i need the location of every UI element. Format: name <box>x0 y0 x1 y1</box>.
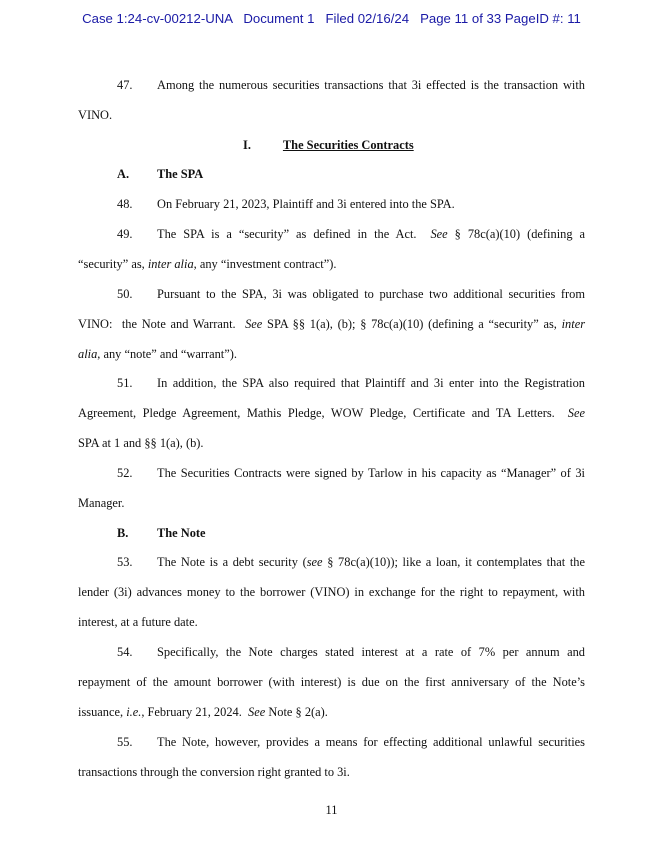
paragraph-text: In addition, the SPA also required that Plaintiff and 3i enter into the Registration <box>157 376 585 390</box>
paragraph-text: The Note is a debt security ( <box>157 555 307 569</box>
subsection-letter: B. <box>117 526 129 540</box>
citation-signal: See <box>245 317 263 331</box>
paragraph-53-line-1 <box>78 555 585 570</box>
filed-date: Filed 02/16/24 <box>325 11 410 26</box>
paragraph-text: The Securities Contracts were signed by Tarlow in his capacity as “Manager” of 3i <box>157 466 585 480</box>
section-heading <box>243 138 643 153</box>
subsection-b-heading <box>78 526 585 541</box>
subsection-a-heading <box>78 167 585 182</box>
paragraph-text: Note § 2(a). <box>268 705 328 719</box>
document-number: Document 1 <box>243 11 315 26</box>
paragraph-number: 55. <box>117 735 133 749</box>
paragraph-text: , any “investment contract”). <box>193 257 337 271</box>
paragraph-52-line-2: Manager. <box>78 496 125 510</box>
paragraph-number: 51. <box>117 376 133 390</box>
case-number: Case 1:24-cv-00212-UNA <box>82 11 233 26</box>
paragraph-number: 52. <box>117 466 133 480</box>
paragraph-text: VINO: the Note and Warrant. <box>78 317 236 331</box>
case-header <box>0 11 663 26</box>
paragraph-number: 49. <box>117 227 133 241</box>
paragraph-55-line-2: transactions through the conversion right granted to 3i. <box>78 765 350 779</box>
paragraph-text: The Note, however, provides a means for effecting additional unlawful securities <box>157 735 585 749</box>
page-id: PageID #: 11 <box>504 11 581 26</box>
paragraph-54-line-1 <box>78 645 585 660</box>
subsection-title: The SPA <box>157 167 204 181</box>
paragraph-54-line-3 <box>78 705 585 720</box>
paragraph-53-line-2: lender (3i) advances money to the borrower (VINO) in exchange for the right to repayment, with <box>78 585 585 599</box>
subsection-letter: A. <box>117 167 130 181</box>
subsection-title: The Note <box>157 526 206 540</box>
paragraph-50-line-2 <box>78 317 585 332</box>
paragraph-52-line-1 <box>78 466 585 481</box>
italic-phrase: i.e. <box>126 705 142 719</box>
paragraph-49-line-1 <box>78 227 585 242</box>
paragraph-number: 47. <box>117 78 133 92</box>
paragraph-text: “security” as, <box>78 257 145 271</box>
paragraph-number: 48. <box>117 197 133 211</box>
paragraph-text: Specifically, the Note charges stated interest at a rate of 7% per annum and <box>157 645 585 659</box>
paragraph-text: Pursuant to the SPA, 3i was obligated to purchase two additional securities from <box>157 287 585 301</box>
paragraph-number: 50. <box>117 287 133 301</box>
citation-signal: See <box>248 705 266 719</box>
page-number: 11 <box>325 803 338 817</box>
paragraph-number: 54. <box>117 645 133 659</box>
italic-phrase: inter alia <box>147 257 194 271</box>
paragraph-text: § 78c(a)(10)); like a loan, it contemplates that the <box>327 555 585 569</box>
citation-signal: See <box>430 227 448 241</box>
page-count: Page 11 of 33 <box>420 11 502 26</box>
paragraph-51-line-3: SPA at 1 and §§ 1(a), (b). <box>78 436 204 450</box>
paragraph-number: 53. <box>117 555 133 569</box>
section-title: The Securities Contracts <box>282 138 414 152</box>
italic-phrase: alia <box>78 347 98 361</box>
paragraph-48-line-1 <box>78 197 585 212</box>
paragraph-53-line-3: interest, at a future date. <box>78 615 198 629</box>
paragraph-47-line-2: VINO. <box>78 108 113 122</box>
paragraph-text: The SPA is a “security” as defined in the Act. <box>157 227 417 241</box>
paragraph-text: SPA §§ 1(a), (b); § 78c(a)(10) (defining a “security” as, <box>267 317 557 331</box>
paragraph-50-line-3 <box>78 347 585 362</box>
paragraph-55-line-1 <box>78 735 585 750</box>
paragraph-text: Among the numerous securities transactions that 3i effected is the transaction with <box>157 78 585 92</box>
paragraph-text: On February 21, 2023, Plaintiff and 3i entered into the SPA. <box>157 197 455 211</box>
section-number: I. <box>243 138 251 152</box>
paragraph-text: , any “note” and “warrant”). <box>97 347 237 361</box>
citation-signal: see <box>306 555 323 569</box>
paragraph-text: Agreement, Pledge Agreement, Mathis Pledge, WOW Pledge, Certificate and TA Letters. <box>78 406 555 420</box>
paragraph-47-line-1 <box>78 78 585 93</box>
paragraph-51-line-2 <box>78 406 585 421</box>
citation-signal: See <box>567 406 585 420</box>
paragraph-50-line-1 <box>78 287 585 302</box>
paragraph-49-line-2 <box>78 257 585 272</box>
paragraph-text: , February 21, 2024. <box>141 705 242 719</box>
paragraph-51-line-1 <box>78 376 585 391</box>
paragraph-text: issuance, <box>78 705 124 719</box>
paragraph-text: § 78c(a)(10) (defining a <box>454 227 586 241</box>
paragraph-54-line-2: repayment of the amount borrower (with interest) is due on the first anniversary of the Note’s <box>78 675 585 689</box>
italic-phrase: inter <box>561 317 586 331</box>
